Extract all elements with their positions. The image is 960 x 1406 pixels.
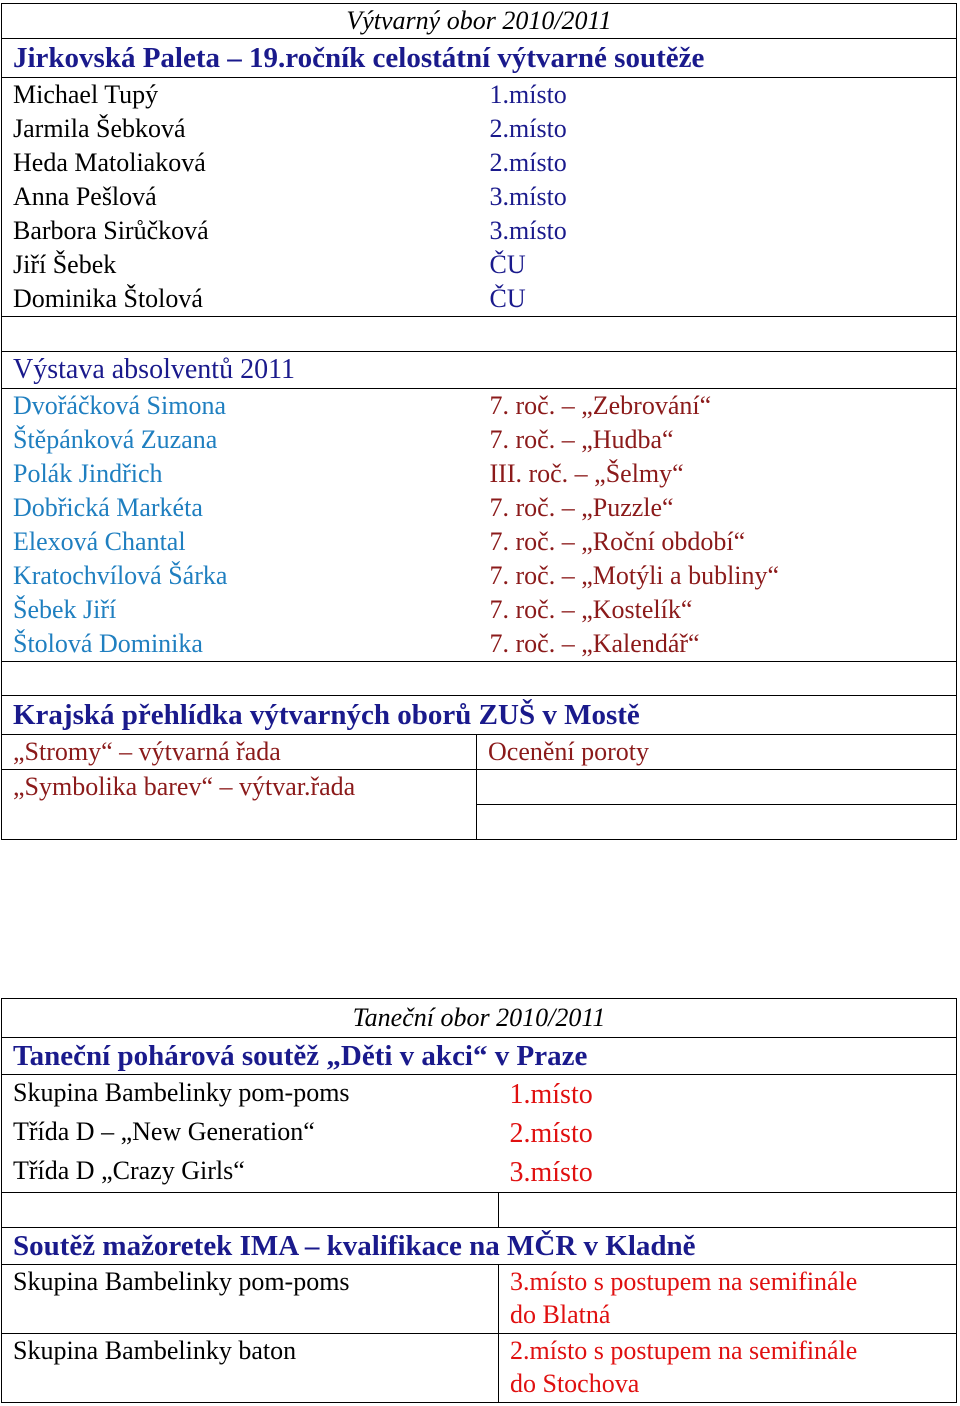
- place-cell: 3.místo: [477, 214, 957, 248]
- group-place: 3.místo: [499, 1153, 957, 1193]
- group-result-line: do Blatná: [510, 1300, 611, 1329]
- student-name: Dvořáčková Simona: [2, 389, 477, 424]
- student-work: 7. roč. – „Motýli a bubliny“: [477, 559, 957, 593]
- jirkovska-paleta-title: Jirkovská Paleta – 19.ročník celostátní výtvarné soutěže: [2, 39, 957, 78]
- ima-soutez-title: Soutěž mažoretek IMA – kvalifikace na MČR v Kladně: [2, 1228, 957, 1265]
- krajska-prehlidka-title: Krajská přehlídka výtvarných oborů ZUŠ v Mostě: [2, 696, 957, 735]
- student-name: Šebek Jiří: [2, 593, 477, 627]
- student-work: 7. roč. – „Hudba“: [477, 423, 957, 457]
- name-cell: Jiří Šebek: [2, 248, 477, 282]
- student-work: III. roč. – „Šelmy“: [477, 457, 957, 491]
- spacer-row: [2, 317, 957, 352]
- name-cell: Jarmila Šebková: [2, 112, 477, 146]
- place-cell: 2.místo: [477, 146, 957, 180]
- group-place: 2.místo: [499, 1114, 957, 1153]
- vytvarny-heading: Výtvarný obor 2010/2011: [2, 4, 957, 39]
- student-work: 7. roč. – „Kostelík“: [477, 593, 957, 627]
- name-cell: Anna Pešlová: [2, 180, 477, 214]
- vytvarny-table: [1, 3, 957, 840]
- student-name: Polák Jindřich: [2, 457, 477, 491]
- place-cell: ČU: [477, 282, 957, 317]
- group-result-line: 2.místo s postupem na semifinále: [510, 1336, 858, 1365]
- empty-cell: [2, 804, 477, 839]
- place-cell: 2.místo: [477, 112, 957, 146]
- student-work: 7. roč. – „Roční období“: [477, 525, 957, 559]
- name-cell: Heda Matoliaková: [2, 146, 477, 180]
- empty-cell: [2, 1193, 499, 1228]
- group-result: [499, 1265, 957, 1334]
- student-name: Štěpánková Zuzana: [2, 423, 477, 457]
- group-name: Třída D – „New Generation“: [2, 1114, 499, 1153]
- group-result-line: do Stochova: [510, 1369, 640, 1398]
- empty-cell: [499, 1193, 957, 1228]
- place-cell: 3.místo: [477, 180, 957, 214]
- name-cell: Barbora Sirůčková: [2, 214, 477, 248]
- place-cell: 1.místo: [477, 78, 957, 113]
- name-cell: Michael Tupý: [2, 78, 477, 113]
- work-series-result: [477, 770, 957, 805]
- group-result: [499, 1334, 957, 1403]
- group-name: Skupina Bambelinky pom-poms: [2, 1075, 499, 1115]
- group-result-line: 3.místo s postupem na semifinále: [510, 1267, 858, 1296]
- work-series-name: „Symbolika barev“ – výtvar.řada: [2, 770, 477, 805]
- work-series-name: „Stromy“ – výtvarná řada: [2, 735, 477, 770]
- tanecni-heading: Taneční obor 2010/2011: [2, 999, 957, 1038]
- name-cell: Dominika Štolová: [2, 282, 477, 317]
- student-name: Kratochvílová Šárka: [2, 559, 477, 593]
- group-name: Třída D „Crazy Girls“: [2, 1153, 499, 1193]
- place-cell: ČU: [477, 248, 957, 282]
- tanecni-table: [1, 998, 957, 1403]
- group-name: Skupina Bambelinky baton: [2, 1334, 499, 1403]
- student-name: Štolová Dominika: [2, 627, 477, 662]
- vystava-absolventu-title: Výstava absolventů 2011: [2, 352, 957, 389]
- student-name: Dobřická Markéta: [2, 491, 477, 525]
- student-work: 7. roč. – „Zebrování“: [477, 389, 957, 424]
- group-place: 1.místo: [499, 1075, 957, 1115]
- student-work: 7. roč. – „Kalendář“: [477, 627, 957, 662]
- group-name: Skupina Bambelinky pom-poms: [2, 1265, 499, 1334]
- student-work: 7. roč. – „Puzzle“: [477, 491, 957, 525]
- spacer-row: [2, 662, 957, 696]
- detiv-akci-title: Taneční pohárová soutěž „Děti v akci“ v Praze: [2, 1038, 957, 1075]
- student-name: Elexová Chantal: [2, 525, 477, 559]
- work-series-result: Ocenění poroty: [477, 735, 957, 770]
- empty-cell: [477, 804, 957, 839]
